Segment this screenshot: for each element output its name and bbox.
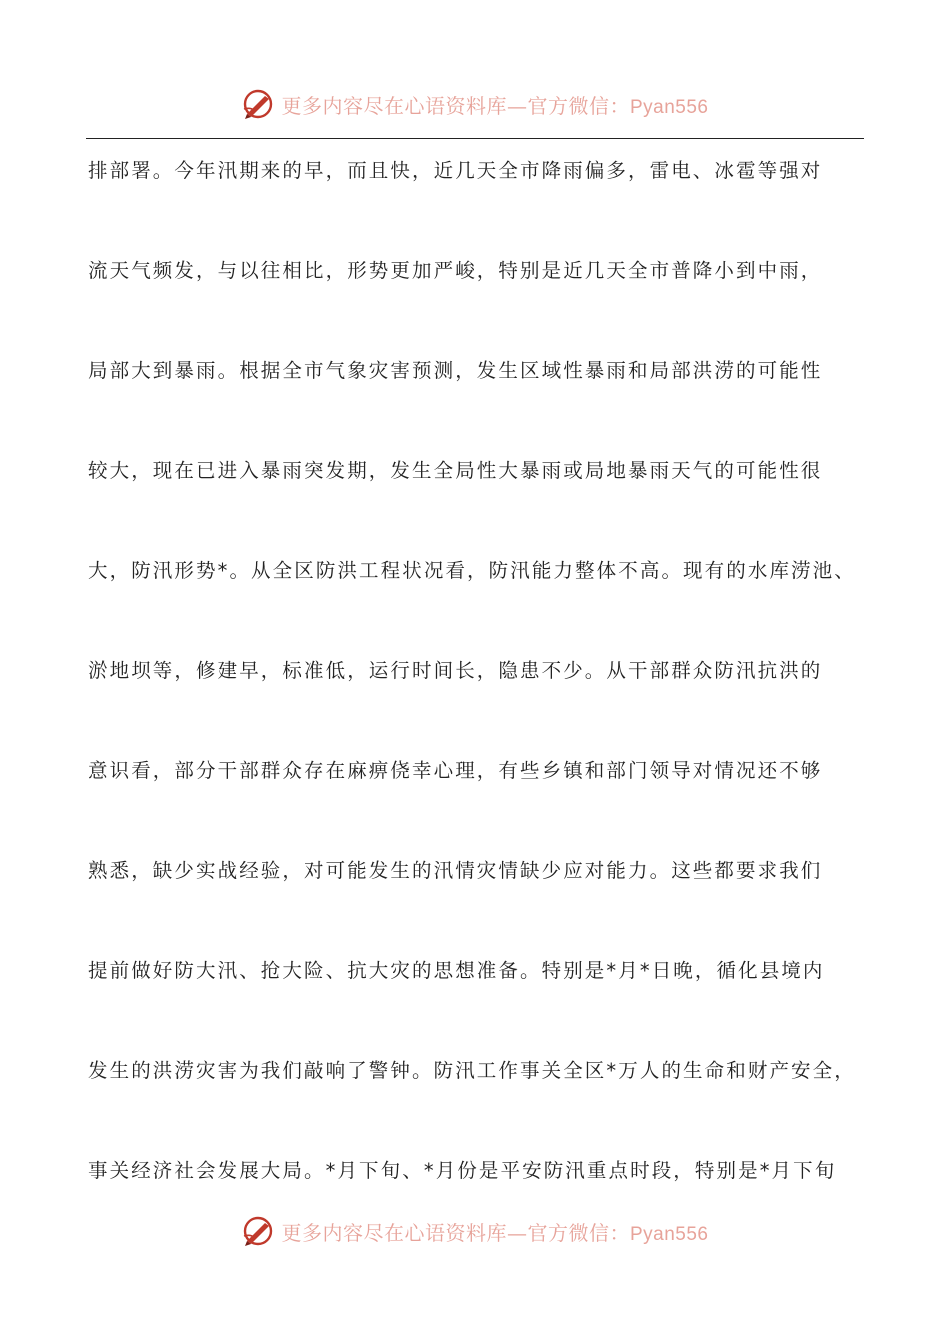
body-line: 提前做好防大汛、抢大险、抗大灾的思想准备。特别是*月*日晚，循化县境内 bbox=[88, 959, 825, 982]
body-line: 排部署。今年汛期来的早，而且快，近几天全市降雨偏多，雷电、冰雹等强对 bbox=[88, 159, 823, 182]
header-divider bbox=[86, 138, 864, 139]
footer-banner bbox=[0, 1211, 950, 1251]
body-line: 熟悉，缺少实战经验，对可能发生的汛情灾情缺少应对能力。这些都要求我们 bbox=[88, 859, 823, 882]
body-line: 发生的洪涝灾害为我们敲响了警钟。防汛工作事关全区*万人的生命和财产安全， bbox=[88, 1059, 856, 1082]
body-line: 淤地坝等，修建早，标准低，运行时间长，隐患不少。从干部群众防汛抗洪的 bbox=[88, 659, 823, 682]
pen-circle-logo-icon bbox=[241, 87, 275, 121]
banner-wechat-handle: Pyan556 bbox=[629, 96, 709, 118]
banner-text bbox=[281, 90, 708, 119]
banner-slogan: 更多内容尽在心语资料库—官方微信： bbox=[281, 1220, 630, 1245]
body-line: 大，防汛形势*。从全区防洪工程状况看，防汛能力整体不高。现有的水库涝池、 bbox=[88, 559, 856, 582]
document-body bbox=[88, 146, 868, 1246]
body-line: 较大，现在已进入暴雨突发期，发生全局性大暴雨或局地暴雨天气的可能性很 bbox=[88, 459, 823, 482]
banner-slogan: 更多内容尽在心语资料库—官方微信： bbox=[281, 93, 630, 118]
body-line: 意识看，部分干部群众存在麻痹侥幸心理，有些乡镇和部门领导对情况还不够 bbox=[88, 759, 823, 782]
header-banner bbox=[0, 84, 950, 124]
body-line: 事关经济社会发展大局。*月下旬、*月份是平安防汛重点时段，特别是*月下旬 bbox=[88, 1159, 837, 1182]
pen-circle-logo-icon bbox=[241, 1214, 275, 1248]
body-line: 局部大到暴雨。根据全市气象灾害预测，发生区域性暴雨和局部洪涝的可能性 bbox=[88, 359, 823, 382]
banner-wechat-handle: Pyan556 bbox=[629, 1223, 709, 1245]
banner-text bbox=[281, 1217, 708, 1246]
body-line: 流天气频发，与以往相比，形势更加严峻，特别是近几天全市普降小到中雨， bbox=[88, 259, 823, 282]
